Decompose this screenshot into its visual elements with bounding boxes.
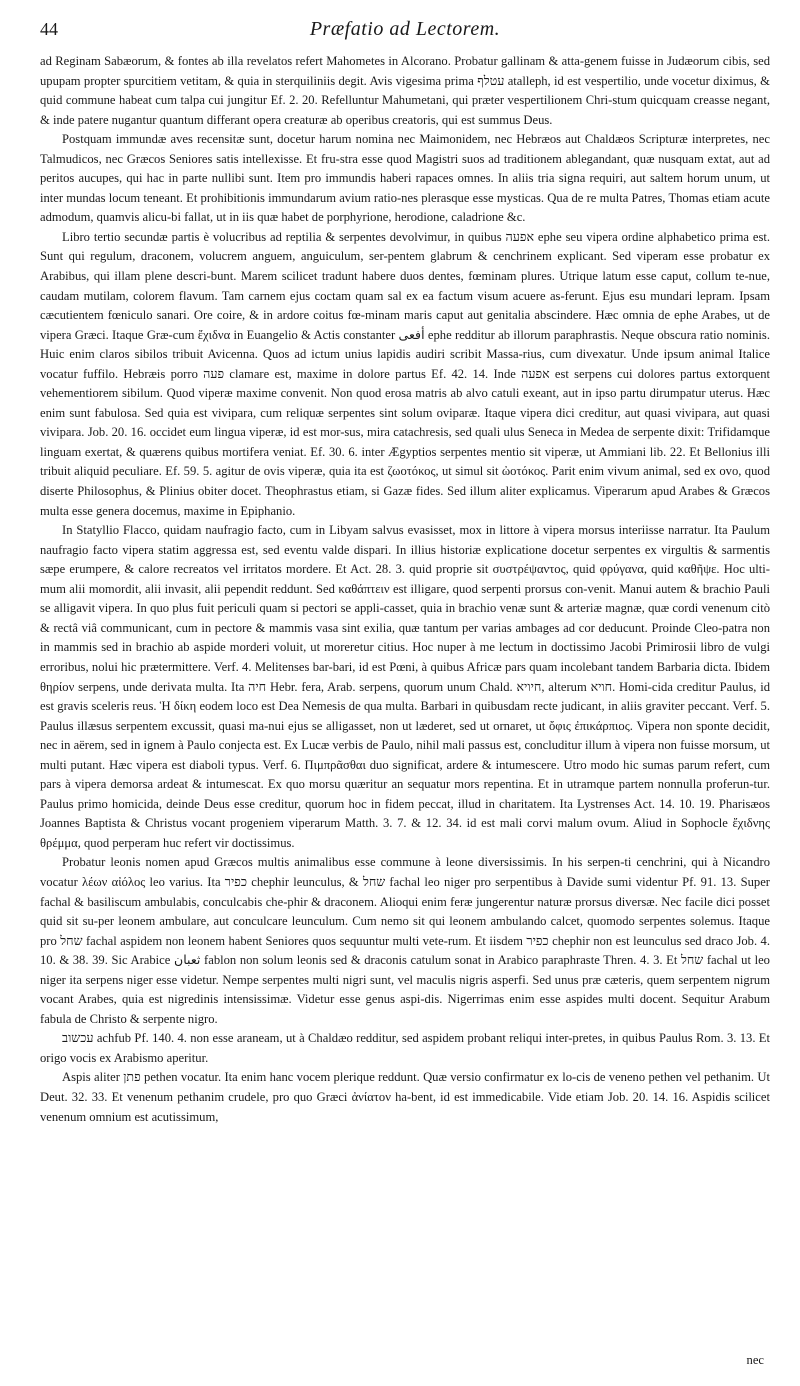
paragraph: Postquam immundæ aves recensitæ sunt, docetur harum nomina nec Maimonidem, nec Hebræos aut Chaldæos Scripturæ interpretes, nec Talmudicos, nec Græcos Seniores satis intellexisse. Et fru-stra esse quod Magistri suos ad traditionem ablegandant, quæ nusquam extat, aut ad peritos aucupes, qui hac in parte nullibi sunt. Item pro immundis haberi rapaces omnes. In aliis tria signa requiri, aut saltem horum unum, ut inter mundas locum teneant. Et prohibitionis immundarum avium ratio-nes plerasque esse mysticas. Qua de re multa Patres, Thomas etiam acute admodum, quamvis alicu-bi fallat, ut in iis quæ habet de porphyrione, herodione, caladrione &c. — [40, 132, 770, 225]
paragraph: Probatur leonis nomen apud Græcos multis animalibus esse commune à leone diversissimis. In his serpen-ti cenchrini, qui à Nicandro vocatur λέων αἰόλος leo varius. Ita כפיר chephir leunculus, & שחל fachal leo niger pro serpentibus à Davide sumi videntur Pf. 91. 13. Super fachal & basiliscum ambulabis, conculcabis che-phir & draconem. Alioqui enim feræ jungerentur naturæ prorsus diversæ. Nec facile dici posset quid sit su-per leonem ambulare, aut conculcare leunculum. Cum nemo sit qui leonem ambulando calcet, quomodo serpentes solemus. Itaque pro שחל fachal aspidem non leonem habent Seniores quos sequuntur multi vete-rum. Et iisdem כפיר chephir non est leunculus sed draco Job. 4. 10. & 38. 39. Sic Arabice ثعبان fablon non solum leonis sed & draconis catulum sonat in Arabico paraphraste Thren. 4. 3. Et שחל fachal ut leo niger ita serpens niger esse videtur. Nempe serpentes multi nigri sunt, vel maculis nigris asperfi. Sed unus præ cæteris, quem serpentem nigrum vocant Arabes, quia est nigredinis intensissimæ. Videtur esse genus aspi-dis. Nigerrimas enim esse aspides multi docent. Sequitur Arabum fabula de Christo & serpente nigro. — [40, 855, 770, 1026]
catchword: nec — [746, 1353, 764, 1367]
paragraph: Aspis aliter פתן pethen vocatur. Ita enim hanc vocem plerique reddunt. Quæ versio confirmatur ex lo-cis de veneno pethen vel pethanim. Ut Deut. 32. 33. Et venenum pethanim crudele, pro quo Græci ἀνίατον ha-bent, id est immedicabile. Vide etiam Job. 20. 14. 16. Aspidis scilicet venenum omnium est acutissimum, — [40, 1070, 770, 1124]
paragraph: ad Reginam Sabæorum, & fontes ab illa revelatos refert Mahometes in Alcorano. Probatur gallinam & atta-genem fuisse in Judæorum cibis, sed upupam propter spurcitiem vetitam, & quia in sterquiliniis degit. Avis vigesima prima עטלף atalleph, id est vespertilio, unde vocetur diximus, & quid commune habeat cum talpa cui jungitur Ef. 2. 20. Refelluntur Mahumetani, qui præter vespertilionem Chri-stum quicquam creasse negant, & inde patere nugantur quantum differant opera creaturæ ab operibus creatoris, qui est summus Deus. — [40, 54, 770, 127]
running-title: Præfatio ad Lectorem. — [309, 18, 501, 40]
page-number: 44 — [40, 19, 58, 39]
running-head — [40, 12, 770, 46]
paragraph: In Statyllio Flacco, quidam naufragio facto, cum in Libyam salvus evasisset, mox in littore à vipera morsus interiisse narratur. Ita Paulum naufragio facto vipera statim aggressa est, sed eventu valde dispari. In illius historiæ explicatione docetur serpentes ex virgultis & sarmentis sæpe erumpere, & calore recreatos vel irritatos mordere. Et Act. 28. 3. quid proprie sit συστρέψαντος, quid φρύγανα, quid καθῆψε. Hoc ulti-mum alii momordit, alii invasit, alii pependit reddunt. Sed καθάπτειν est illigare, quod serpenti prorsus con-venit. Manui autem & brachio Pauli se alligavit vipera. In quo plus fuit periculi quam si pectori se appli-casset, quia in brachio venæ sunt & arteriæ magnæ, quæ cordi venenum citò & rectâ viâ communicant, cum in pectore & mammis vasa sint exilia, quæ tantum per varias ambages ad cor deducunt. Proinde Cleo-patra non in mammis sed in brachio ab aspide morderi voluit, ut moreretur citius. Hoc nuper à me lectum in doctissimo Jacobi Primirosii libro de vulgi erroribus, nolui hic prætermittere. Verf. 4. Melitenses bar-bari, id est Pœni, à quibus Africæ pars quam incolebant tandem Barbaria dicta. Ibidem θηρίον serpens, unde derivata multa. Ita חיה Hebr. fera, Arab. serpens, quorum unum Chald. חיויא, alterum חויא. Homi-cida creditur Paulus, id est gravis sceleris reus. Ἡ δίκη eodem loco est Dea Nemesis de qua multa. Barbari in quibusdam recte judicant, in aliis graviter peccant. Verf. 5. Paulus illæsus serpentem excussit, quasi ma-nui ejus se alligasset, non ut læderet, sed ut ornaret, ut ὄφις ἐπικάρπιος. Vipera non sponte decidit, nec in aërem, sed in ignem à Paulo conjecta est. Ex Lucæ verbis de Paulo, nihil mali passus est, concluditur illum à vipera non fuisse morsum, ut multi putant. Hæc vipera est diaboli typus. Verf. 6. Πιμπρᾶσθαι duo significat, ardere & intumescere. Utro modo hic sumas parum refert, cum pars à vipera demorsa ardeat & intumescat. Ex quo morsu quæritur an sequatur mors repentina. Et in utramque partem nonnulla proferun-tur. Paulus primo homicida, deinde Deus esse creditur, quorum hoc in fidem peccat, illud in charitatem. Ita Lystrenses Act. 14. 10. 19. Pharisæos Joannes Baptista & Christus vocant progeniem viperarum Matth. 3. 7. & 12. 34. id est mali corvi malum ovum. Aliud in Sophocle ἔχιδνης θρέμμα, quod perperam huc refert vir doctissimus. — [40, 523, 770, 850]
body-text — [40, 52, 770, 1127]
paragraph: Libro tertio secundæ partis è volucribus ad reptilia & serpentes devolvimur, in quibus אפעה ephe seu vipera ordine alphabetico prima est. Sunt qui regulum, draconem, volucrem anguem, anguiculum, ser-pentem glabrum & cenchrinem explicant. Sed viperam esse probatur ex Arabibus, qui illam plene descri-bunt. Marem scilicet tradunt habere duos dentes, fœminam plures. Utrique latum esse caput, collum te-nue, caudam mutilam, colorem flavum. Tam carnem ejus coctam quam sal ex ea factum visum acuere as-ferunt. Ejus esu mundari lepram. Ipsam cæcutientem fœniculo sanari. Ore coire, & in ardore coitus fœ-minam maris caput aut genitalia abscindere. Hæc omnia de ephe Arabes, ut de vipera Græci. Itaque Græ-cum ἔχιδνα in Euangelio & Actis constanter أفعى ephe redditur ab illorum paraphrastis. Neque obscura ratio nominis. Huic enim claros sibilos tribuit Avicenna. Quos ad ictum unius lapidis audiri scribit Massa-rius, cum divexatur. Unde ipsum animal Italice vocatur fuffilo. Hebræis porro פעה clamare est, maxime in dolore partus Ef. 42. 14. Inde אפעה est serpens cui dolores partus extorquent vehementiorem sibilum. Quod viperæ maxime convenit. Non quod erosa matris ab alvo catuli exeant, aut in ipso partu dirumpatur uterus. Hæc enim sunt fabulosa. Sed quia est vivipara, cum reliquæ serpentes sint solum oviparæ. Itaque vipera dici creditur, aut quasi vivipara, aut quasi vivipara. Job. 20. 16. occidet eum lingua viperæ, id est mor-sus, mira catachresis, sed quali ulus Seneca in Medea de serpente dixit: Trifidamque linguam exertat, & quærens quibus mortifera veniat. Ef. 30. 6. inter Ægyptios serpentes mentio sit viperæ, ut Ammiani lib. 22. Et Bellonius illi tribuit aliquid peculiare. Ef. 59. 5. agitur de ovis viperæ, quia ita est ζωοτόκος, ut simul sit ὠοτόκος. Parit enim vivum animal, sed ex ovo, quod diserte Philosophus, & Plinius obiter docet. Theophrastus etiam, si Gazæ fides. Sed illum aliter explicamus. Viperarum apud Arabes & Græcos multa esse genera docemus, maxime in Epiphanio. — [40, 229, 770, 518]
paragraph: עכשוב achfub Pf. 140. 4. non esse araneam, ut à Chaldæo redditur, sed aspidem probant reliqui inter-pretes, in quibus Paulus Rom. 3. 13. Et origo vocis ex Arabismo aperitur. — [40, 1031, 770, 1065]
